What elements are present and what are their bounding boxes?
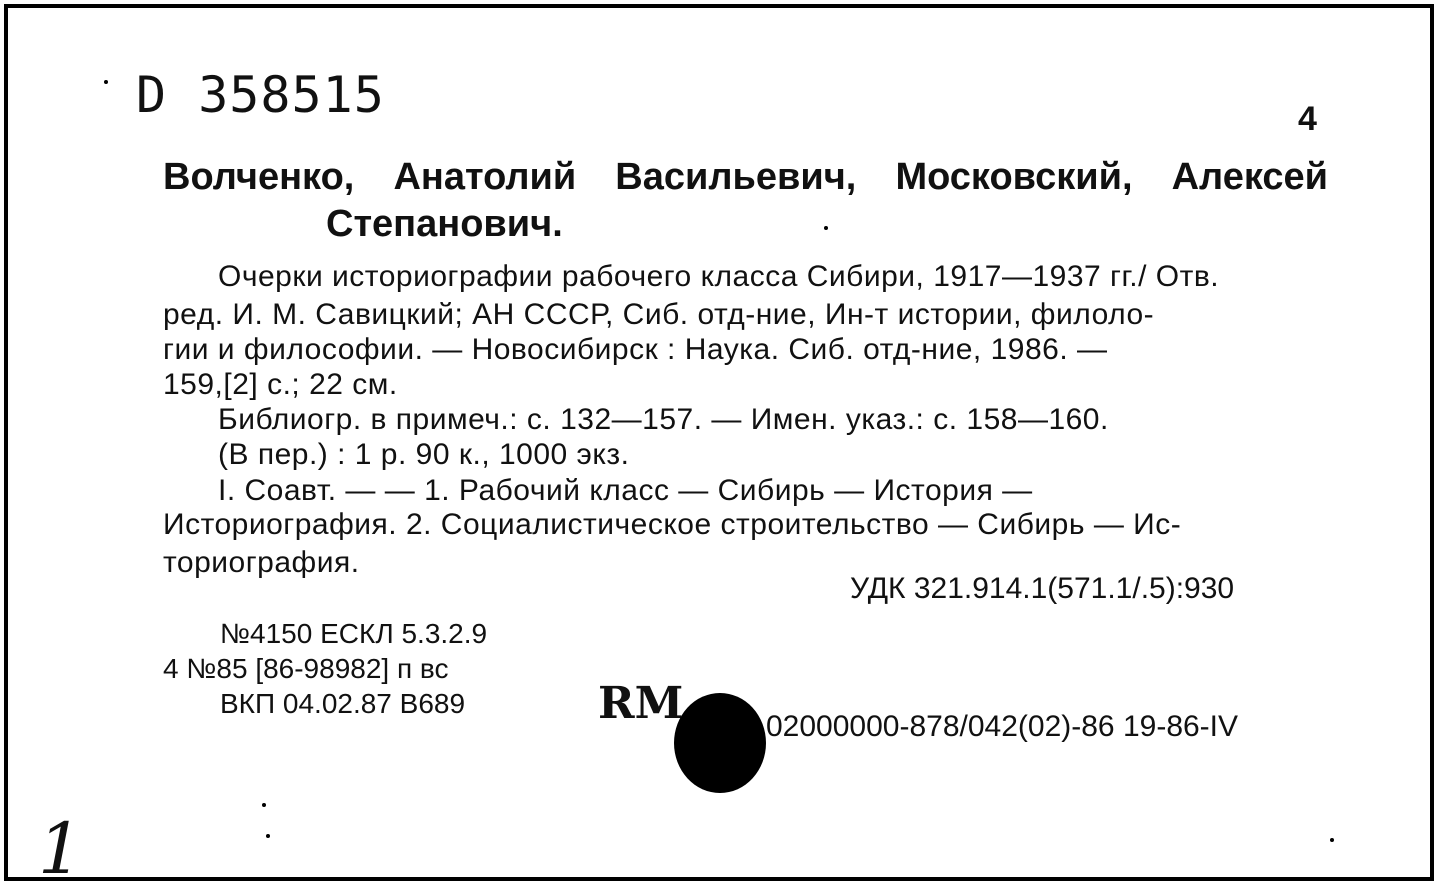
subjects-line: Историография. 2. Социалистическое строительство — Сибирь — Ис- — [163, 508, 1182, 541]
description-line: Очерки историографии рабочего класса Сибири, 1917—1937 гг./ Отв. — [218, 260, 1220, 293]
author-word: Московский, — [895, 156, 1133, 198]
notes-line: (В пер.) : 1 р. 90 к., 1000 экз. — [218, 438, 630, 471]
catalog-card — [4, 4, 1434, 890]
speck — [266, 834, 270, 838]
author-line-2: Степанович. — [326, 203, 563, 245]
description-line: ред. И. М. Савицкий; АН СССР, Сиб. отд-ние, Ин-т истории, филоло- — [163, 298, 1155, 331]
udk-code: УДК 321.914.1(571.1/.5):930 — [850, 572, 1235, 605]
author-word: Волченко, — [163, 156, 355, 198]
rm-stamp: RM — [598, 678, 684, 729]
description-line: гии и философии. — Новосибирск : Наука. Сиб. отд-ние, 1986. — — [163, 333, 1108, 366]
meta-line: №4150 ЕСКЛ 5.3.2.9 — [220, 618, 488, 649]
description-line: 159,[2] с.; 22 см. — [163, 368, 398, 401]
handwritten-mark: 1 — [38, 808, 83, 890]
meta-line: 4 №85 [86-98982] п вс — [163, 653, 449, 684]
author-word: Алексей — [1171, 156, 1328, 198]
speck — [104, 80, 108, 84]
notes-line: Библиогр. в примеч.: с. 132—157. — Имен. указ.: с. 158—160. — [218, 403, 1109, 436]
author-word: Анатолий — [393, 156, 577, 198]
speck — [1330, 838, 1334, 842]
card-number: 4 — [1298, 100, 1317, 138]
subjects-line: I. Соавт. — — 1. Рабочий класс — Сибирь — История — — [218, 474, 1033, 507]
meta-line: ВКП 04.02.87 В689 — [220, 688, 466, 719]
subjects-line: ториография. — [163, 546, 360, 579]
punch-hole — [674, 693, 766, 793]
call-number: D 358515 — [136, 66, 385, 124]
speck — [824, 226, 828, 230]
isbn-code: 02000000-878/042(02)-86 19-86-IV — [766, 710, 1239, 743]
author-word: Васильевич, — [615, 156, 857, 198]
speck — [262, 803, 266, 807]
